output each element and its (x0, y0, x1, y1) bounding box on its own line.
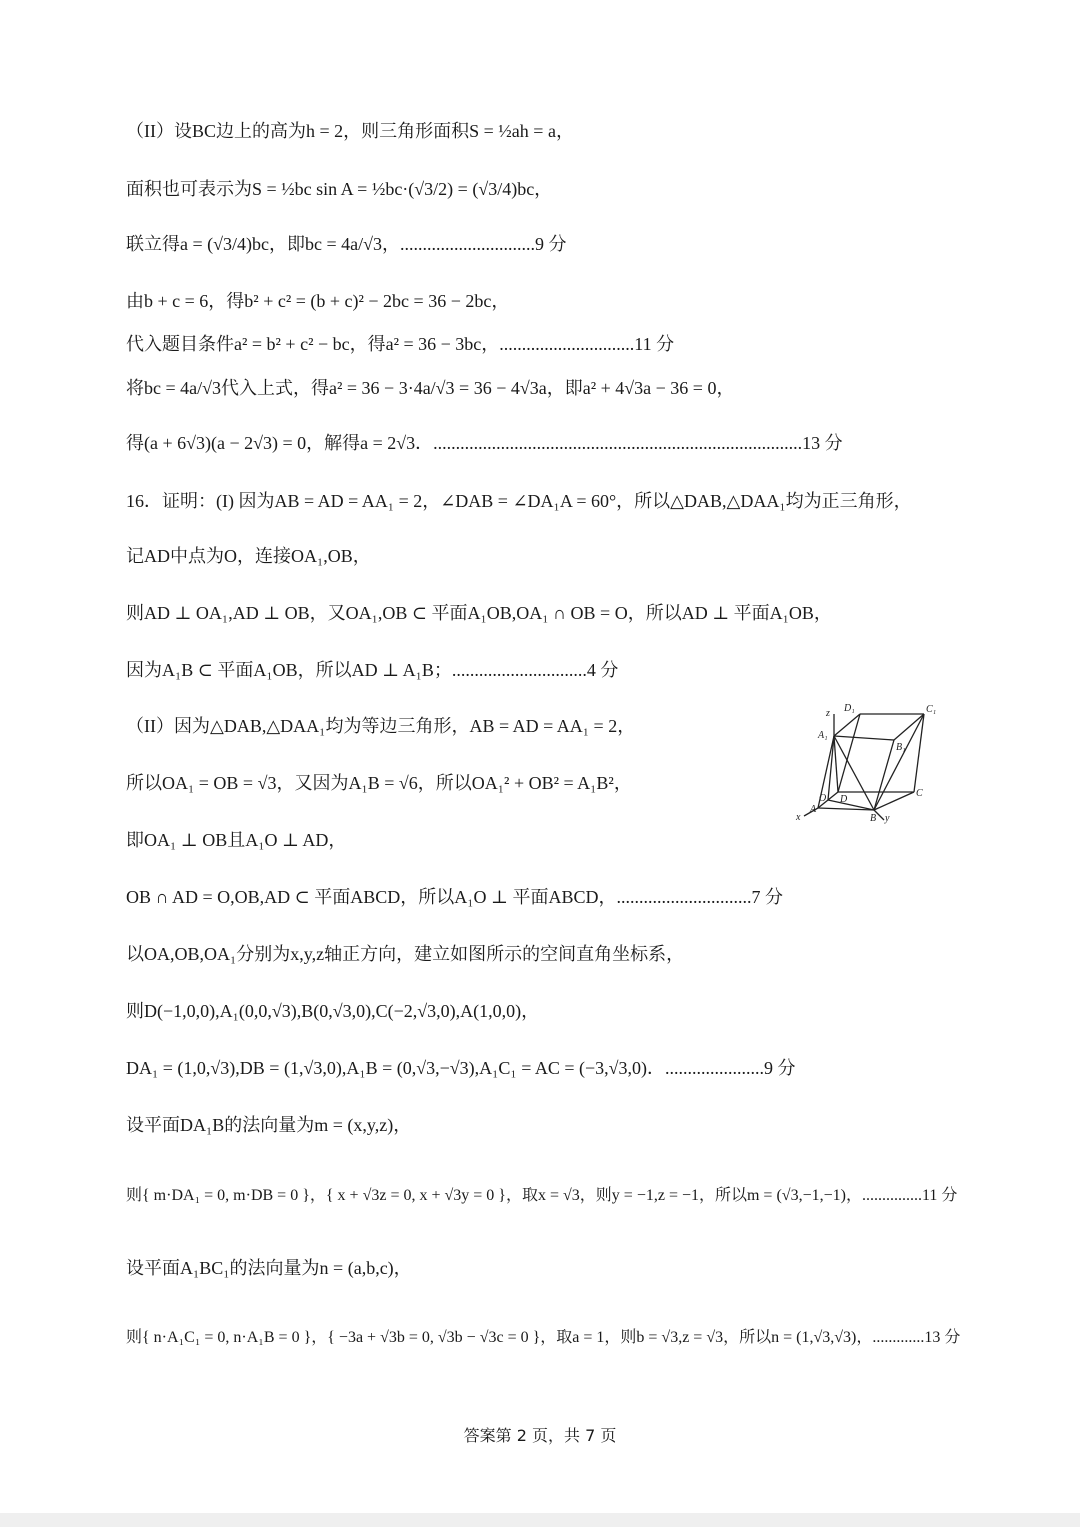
text-line: 代入题目条件a² = b² + c² − bc，得a² = 36 − 3bc，..............................11 分 (126, 334, 675, 354)
text-line: 即OA₁ ⊥ OB且A₁O ⊥ AD， (126, 830, 347, 850)
text-line: 则{ n·A₁C₁ = 0, n·A₁B = 0 }，{ −3a + √3b = 0, √3b − √3c = 0 }，取a = 1，则b = √3,z = √3，所以n = (1,√3,√3)，.............13 分 (126, 1329, 961, 1346)
text-line: 记AD中点为O，连接OA₁,OB， (126, 546, 371, 566)
label-y: y (885, 813, 890, 824)
label-C1: C₁ (926, 704, 937, 715)
text-line: 设平面DA₁B的法向量为m = (x,y,z)， (126, 1115, 412, 1135)
label-A1: A₁ (818, 730, 828, 741)
label-C: C (916, 788, 923, 799)
text-line: OB ∩ AD = O,OB,AD ⊂ 平面ABCD，所以A₁O ⊥ 平面ABCD，..............................7 分 (126, 887, 783, 907)
label-z: z (826, 708, 830, 719)
text-line: 则AD ⊥ OA₁,AD ⊥ OB，又OA₁,OB ⊂ 平面A₁OB,OA₁ ∩ OB = O，所以AD ⊥ 平面A₁OB， (126, 603, 832, 623)
text-line: 将bc = 4a/√3代入上式，得a² = 36 − 3·4a/√3 = 36 − 4√3a，即a² + 4√3a − 36 = 0， (126, 378, 735, 398)
text-line: DA₁ = (1,0,√3),DB = (1,√3,0),A₁B = (0,√3,−√3),A₁C₁ = AC = (−3,√3,0)．......................9 分 (126, 1058, 796, 1078)
text-line: 得(a + 6√3)(a − 2√3) = 0，解得a = 2√3．..................................................................................13 分 (126, 433, 843, 453)
text-line: 以OA,OB,OA₁分别为x,y,z轴正方向，建立如图所示的空间直角坐标系， (126, 944, 685, 964)
page-footer: 答案第 2 页，共 7 页 (463, 1426, 617, 1445)
text-line: （II）设BC边上的高为h = 2，则三角形面积S = ½ah = a， (126, 121, 574, 141)
label-B1: B₁ (896, 742, 906, 753)
prism-figure (790, 700, 950, 824)
text-line: 16．证明：(I) 因为AB = AD = AA₁ = 2，∠DAB = ∠DA₁A = 60°，所以△DAB,△DAA₁均为正三角形， (126, 491, 912, 511)
label-O: O (819, 793, 827, 804)
text-line: 联立得a = (√3/4)bc，即bc = 4a/√3，..............................9 分 (126, 234, 567, 254)
label-D1: D₁ (844, 703, 855, 714)
text-line: 由b + c = 6，得b² + c² = (b + c)² − 2bc = 36 − 2bc， (126, 291, 510, 311)
text-line: （II）因为△DAB,△DAA₁均为等边三角形，AB = AD = AA₁ = 2， (126, 716, 636, 736)
text-line: 因为A₁B ⊂ 平面A₁OB，所以AD ⊥ A₁B；..............................4 分 (126, 660, 619, 680)
label-D: D (840, 794, 848, 805)
label-B: B (870, 813, 877, 824)
scan-edge (0, 1513, 1080, 1527)
label-A: A (810, 804, 817, 815)
text-line: 设平面A₁BC₁的法向量为n = (a,b,c)， (126, 1258, 412, 1278)
text-line: 所以OA₁ = OB = √3，又因为A₁B = √6，所以OA₁² + OB² = A₁B²， (126, 773, 632, 793)
label-x: x (796, 812, 801, 823)
text-line: 则D(−1,0,0),A₁(0,0,√3),B(0,√3,0),C(−2,√3,0),A(1,0,0)， (126, 1001, 540, 1021)
text-line: 则{ m·DA₁ = 0, m·DB = 0 }，{ x + √3z = 0, x + √3y = 0 }，取x = √3，则y = −1,z = −1，所以m = (√3,−1,−1)，...............11 分 (126, 1187, 958, 1204)
text-line: 面积也可表示为S = ½bc sin A = ½bc·(√3/2) = (√3/4)bc， (126, 179, 553, 199)
